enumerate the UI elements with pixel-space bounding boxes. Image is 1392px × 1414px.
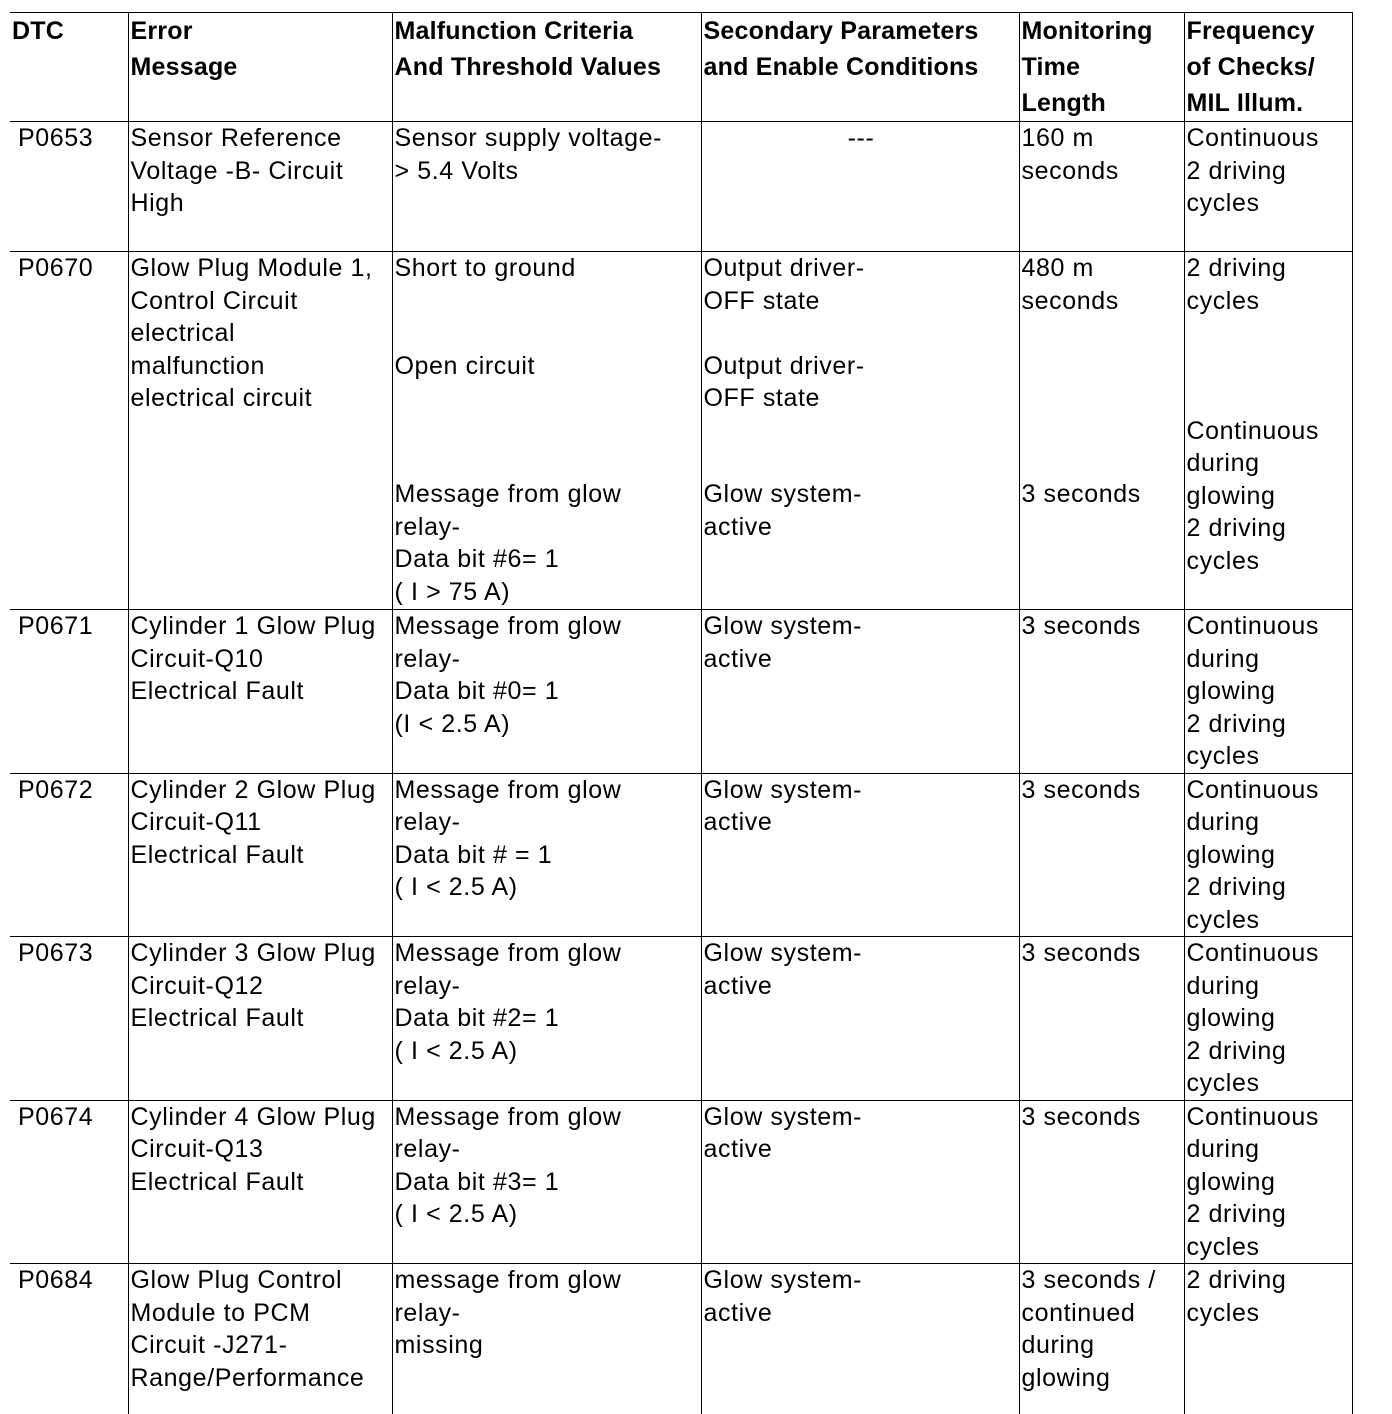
header-error-message: Error Message <box>128 13 392 122</box>
header-row <box>10 13 1352 122</box>
monitoring-time: 3 seconds <box>1019 773 1184 937</box>
error-message: Cylinder 4 Glow Plug Circuit-Q13 Electrical Fault <box>128 1100 392 1264</box>
monitoring-time: 3 seconds <box>1019 610 1184 774</box>
table-row <box>10 610 1352 774</box>
monitoring-time: 3 seconds / continued during glowing <box>1019 1264 1184 1414</box>
table-row <box>10 1264 1352 1414</box>
dtc-code: P0673 <box>10 937 128 1101</box>
malfunction-criteria: Message from glow relay- Data bit #3= 1 ( I < 2.5 A) <box>392 1100 701 1264</box>
frequency: 2 driving cycles Continuous during glowing 2 driving cycles <box>1184 252 1352 610</box>
frequency: Continuous during glowing 2 driving cycles <box>1184 937 1352 1101</box>
error-message: Glow Plug Module 1, Control Circuit electrical malfunction electrical circuit <box>128 252 392 610</box>
header-malfunction-criteria: Malfunction Criteria And Threshold Values <box>392 13 701 122</box>
header-frequency: Frequency of Checks/ MIL Illum. <box>1184 13 1352 122</box>
secondary-parameters: Glow system- active <box>701 610 1019 774</box>
monitoring-time: 3 seconds <box>1019 937 1184 1101</box>
secondary-parameters: Glow system- active <box>701 1264 1019 1414</box>
header-dtc: DTC <box>10 13 128 122</box>
monitoring-time: 480 m seconds 3 seconds <box>1019 252 1184 610</box>
frequency: Continuous 2 driving cycles <box>1184 122 1352 252</box>
dtc-code: P0674 <box>10 1100 128 1264</box>
dtc-code: P0653 <box>10 122 128 252</box>
table-row <box>10 1100 1352 1264</box>
error-message: Cylinder 3 Glow Plug Circuit-Q12 Electrical Fault <box>128 937 392 1101</box>
dtc-code: P0671 <box>10 610 128 774</box>
malfunction-criteria: Message from glow relay- Data bit #0= 1 (I < 2.5 A) <box>392 610 701 774</box>
malfunction-criteria: Message from glow relay- Data bit # = 1 ( I < 2.5 A) <box>392 773 701 937</box>
dtc-code: P0684 <box>10 1264 128 1414</box>
secondary-parameters: Glow system- active <box>701 1100 1019 1264</box>
frequency: Continuous during glowing 2 driving cycles <box>1184 773 1352 937</box>
frequency: Continuous during glowing 2 driving cycles <box>1184 610 1352 774</box>
table-row <box>10 252 1352 610</box>
malfunction-criteria: Short to ground Open circuit Message from glow relay- Data bit #6= 1 ( I > 75 A) <box>392 252 701 610</box>
error-message: Cylinder 2 Glow Plug Circuit-Q11 Electrical Fault <box>128 773 392 937</box>
secondary-parameters: Glow system- active <box>701 937 1019 1101</box>
malfunction-criteria: Message from glow relay- Data bit #2= 1 ( I < 2.5 A) <box>392 937 701 1101</box>
error-message: Cylinder 1 Glow Plug Circuit-Q10 Electrical Fault <box>128 610 392 774</box>
frequency: 2 driving cycles <box>1184 1264 1352 1414</box>
malfunction-criteria: message from glow relay- missing <box>392 1264 701 1414</box>
header-secondary-parameters: Secondary Parameters and Enable Conditions <box>701 13 1019 122</box>
secondary-parameters: --- <box>701 122 1019 252</box>
dtc-code: P0670 <box>10 252 128 610</box>
frequency: Continuous during glowing 2 driving cycles <box>1184 1100 1352 1264</box>
dtc-document <box>10 12 1352 1414</box>
header-monitoring-time: Monitoring Time Length <box>1019 13 1184 122</box>
dtc-code: P0672 <box>10 773 128 937</box>
dtc-table <box>10 12 1353 1414</box>
secondary-parameters: Output driver- OFF state Output driver- OFF state Glow system- active <box>701 252 1019 610</box>
table-row <box>10 937 1352 1101</box>
secondary-parameters: Glow system- active <box>701 773 1019 937</box>
table-row <box>10 773 1352 937</box>
monitoring-time: 160 m seconds <box>1019 122 1184 252</box>
malfunction-criteria: Sensor supply voltage- > 5.4 Volts <box>392 122 701 252</box>
error-message: Sensor Reference Voltage -B- Circuit High <box>128 122 392 252</box>
monitoring-time: 3 seconds <box>1019 1100 1184 1264</box>
error-message: Glow Plug Control Module to PCM Circuit -J271- Range/Performance <box>128 1264 392 1414</box>
table-row <box>10 122 1352 252</box>
